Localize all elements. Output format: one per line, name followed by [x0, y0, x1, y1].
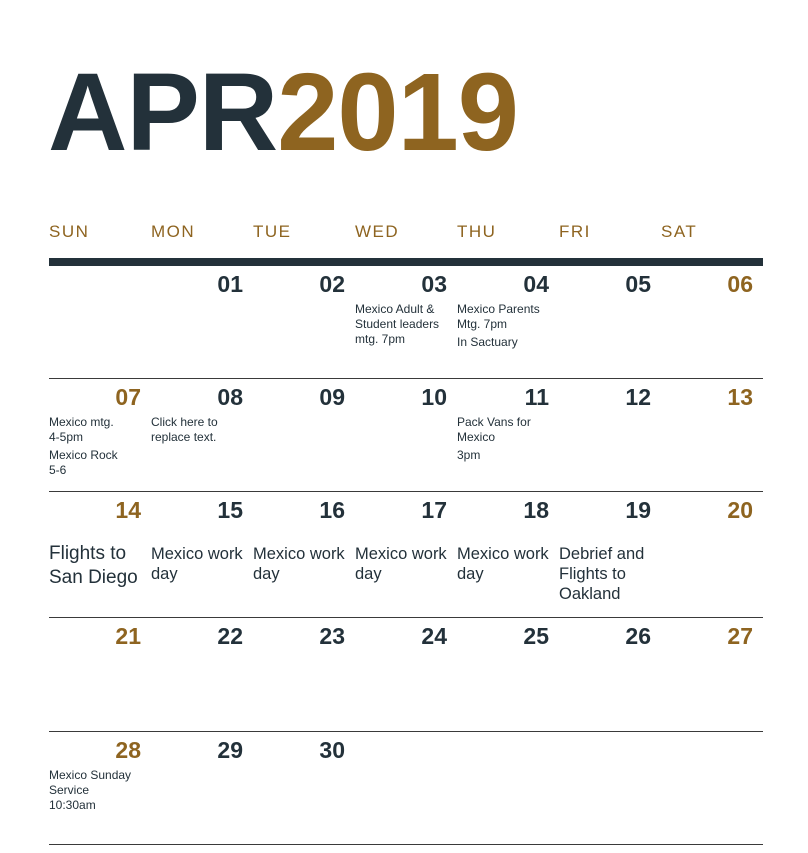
day-cell[interactable]: [253, 266, 355, 379]
day-events: [457, 415, 555, 463]
day-number: 04: [523, 271, 549, 297]
day-cell[interactable]: [559, 618, 661, 732]
day-number: 03: [421, 271, 447, 297]
day-cell[interactable]: [559, 732, 661, 845]
day-events: [49, 542, 147, 590]
day-events: [253, 544, 351, 584]
day-cell[interactable]: [355, 379, 457, 492]
weekday-tue: TUE: [253, 222, 292, 241]
day-number: 28: [115, 737, 141, 763]
month-label: APR: [48, 51, 278, 174]
day-cell[interactable]: [355, 266, 457, 379]
day-number: 11: [524, 384, 549, 410]
day-number: 06: [727, 271, 753, 297]
day-number: 29: [217, 737, 243, 763]
day-number: 09: [319, 384, 345, 410]
day-number: 18: [523, 497, 549, 523]
day-cell[interactable]: [457, 492, 559, 618]
event-text[interactable]: In Sactuary: [457, 335, 518, 349]
day-number: 08: [217, 384, 243, 410]
day-cell[interactable]: [49, 379, 151, 492]
day-cell[interactable]: [559, 266, 661, 379]
day-cell[interactable]: [151, 618, 253, 732]
event-text[interactable]: Mexico work day: [457, 545, 549, 583]
day-number: 21: [115, 623, 141, 649]
calendar-grid: [49, 266, 763, 845]
day-events: [559, 544, 657, 604]
day-cell[interactable]: [559, 379, 661, 492]
weekday-fri: FRI: [559, 222, 591, 241]
day-cell[interactable]: [49, 732, 151, 845]
day-events: [151, 544, 249, 584]
day-events: [355, 544, 453, 584]
day-cell[interactable]: [151, 266, 253, 379]
month-year-title: [48, 51, 518, 174]
day-cell[interactable]: [457, 732, 559, 845]
event-text[interactable]: Mexico Parents Mtg. 7pm: [457, 302, 540, 331]
day-number: 05: [625, 271, 651, 297]
day-number: 19: [625, 497, 651, 523]
day-cell[interactable]: [355, 492, 457, 618]
header-divider-bar: [49, 258, 763, 266]
weekday-sat: SAT: [661, 222, 698, 241]
day-cell[interactable]: [661, 732, 763, 845]
day-cell[interactable]: [49, 618, 151, 732]
day-number: 27: [727, 623, 753, 649]
day-number: 17: [421, 497, 447, 523]
day-number: 20: [727, 497, 753, 523]
day-cell[interactable]: [253, 618, 355, 732]
day-events: [151, 415, 249, 445]
day-cell[interactable]: [355, 732, 457, 845]
day-cell[interactable]: [457, 266, 559, 379]
day-cell[interactable]: [355, 618, 457, 732]
year-label: 2019: [277, 51, 518, 174]
day-events: [457, 544, 555, 584]
event-text[interactable]: Click here to replace text.: [151, 415, 218, 444]
event-text[interactable]: Pack Vans for Mexico: [457, 415, 531, 444]
day-cell[interactable]: [151, 732, 253, 845]
day-number: 26: [625, 623, 651, 649]
day-events: [355, 302, 453, 347]
day-cell[interactable]: [661, 379, 763, 492]
day-events: [49, 768, 147, 813]
weekday-header-row: [49, 221, 763, 243]
day-events: [457, 302, 555, 350]
event-text[interactable]: Mexico Sunday Service 10:30am: [49, 768, 132, 812]
day-cell[interactable]: [151, 492, 253, 618]
day-cell[interactable]: [253, 732, 355, 845]
day-number: 14: [115, 497, 141, 523]
day-cell[interactable]: [457, 379, 559, 492]
event-text[interactable]: 3pm: [457, 448, 481, 462]
day-cell[interactable]: [49, 492, 151, 618]
weekday-wed: WED: [355, 222, 400, 241]
day-number: 15: [217, 497, 243, 523]
day-number: 25: [523, 623, 549, 649]
day-cell[interactable]: [559, 492, 661, 618]
day-number: 01: [217, 271, 243, 297]
day-number: 02: [319, 271, 345, 297]
day-number: 24: [421, 623, 447, 649]
event-text[interactable]: Mexico work day: [151, 545, 243, 583]
day-number: 12: [625, 384, 651, 410]
day-number: 16: [319, 497, 345, 523]
event-text[interactable]: Mexico Rock 5-6: [49, 448, 118, 477]
day-cell[interactable]: [457, 618, 559, 732]
event-text[interactable]: Mexico mtg. 4-5pm: [49, 415, 114, 444]
day-cell[interactable]: [661, 266, 763, 379]
weekday-sun: SUN: [49, 222, 90, 241]
day-number: 23: [319, 623, 345, 649]
day-cell[interactable]: [253, 379, 355, 492]
event-text[interactable]: Mexico Adult & Student leaders mtg. 7pm: [355, 302, 440, 346]
day-cell[interactable]: [49, 266, 151, 379]
event-text[interactable]: Mexico work day: [355, 545, 447, 583]
day-cell[interactable]: [151, 379, 253, 492]
event-text[interactable]: Flights to San Diego: [49, 543, 138, 588]
day-events: [49, 415, 147, 478]
day-cell[interactable]: [661, 492, 763, 618]
day-number: 13: [727, 384, 753, 410]
day-cell[interactable]: [661, 618, 763, 732]
weekday-mon: MON: [151, 222, 196, 241]
day-number: 10: [421, 384, 447, 410]
day-number: 07: [115, 384, 141, 410]
day-cell[interactable]: [253, 492, 355, 618]
day-number: 22: [217, 623, 243, 649]
weekday-thu: THU: [457, 222, 497, 241]
event-text[interactable]: Mexico work day: [253, 545, 345, 583]
event-text[interactable]: Debrief and Flights to Oakland: [559, 545, 645, 603]
day-number: 30: [319, 737, 345, 763]
